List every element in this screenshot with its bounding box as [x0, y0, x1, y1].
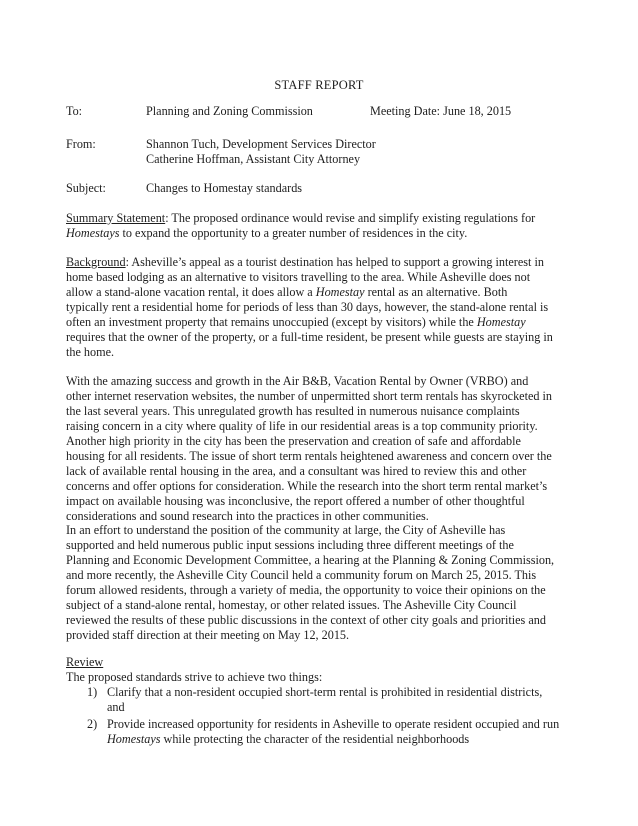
paragraph-line: supported and held numerous public input sessions including three different meetings of the [66, 538, 514, 552]
paragraph-line: other internet reservation websites, the number of unpermitted short term rentals has skyrocketed in [66, 389, 553, 403]
list-item-homestays: Homestays [107, 732, 161, 746]
list-item-text: and [107, 700, 125, 714]
list-item-text: while protecting the character of the residential neighborhoods [160, 732, 470, 746]
paragraph-line: With the amazing success and growth in the Air B&B, Vacation Rental by Owner (VRBO) and [66, 374, 529, 388]
review-heading: Review [66, 655, 104, 669]
subject-label: Subject: [66, 181, 106, 195]
background-line: allow a stand-alone vacation rental, it does allow a [66, 285, 316, 299]
paragraph-line: forum allowed residents, through a variety of media, the opportunity to voice their opinions on the [66, 583, 546, 597]
growth-paragraph [66, 374, 566, 524]
background-homestay: Homestay [315, 285, 365, 299]
summary-text-2: to expand the opportunity to a greater number of residences in the city. [119, 226, 468, 240]
review-section [66, 655, 566, 685]
background-line: : Asheville’s appeal as a tourist destination has helped to support a growing interest in [125, 255, 544, 269]
report-title: STAFF REPORT [274, 78, 364, 92]
paragraph-line: raising concern in a city where quality of life in our residential areas is a top community priority. [66, 419, 538, 433]
background-homestay: Homestay [476, 315, 526, 329]
paragraph-line: considerations and sound research into the practices in other communities. [66, 509, 429, 523]
summary-homestays: Homestays [66, 226, 120, 240]
review-intro: The proposed standards strive to achieve two things: [66, 670, 323, 684]
background-line: home based lodging as an alternative to visitors travelling to the area. While Asheville does not [66, 270, 531, 284]
from-line-1: Shannon Tuch, Development Services Director [146, 137, 376, 151]
background-line: rental as an alternative. Both [364, 285, 508, 299]
paragraph-line: the last several years. This unregulated growth has resulted in numerous nuisance complaints [66, 404, 520, 418]
background-line: often an investment property that remains unoccupied (except by visitors) while the [66, 315, 477, 329]
list-number: 2) [87, 717, 98, 731]
background-line: requires that the owner of the property, or a full-time resident, be present while guests are staying in [66, 330, 553, 344]
paragraph-line: housing for all residents. The issue of short term rentals heightened awareness and concern over the [66, 449, 552, 463]
list-item-text: Clarify that a non-resident occupied short-term rental is prohibited in residential districts, [107, 685, 543, 699]
summary-heading: Summary Statement [66, 211, 166, 225]
list-item-text: Provide increased opportunity for residents in Asheville to operate resident occupied and run [107, 717, 560, 731]
background-paragraph [66, 255, 566, 360]
list-number: 1) [87, 685, 98, 699]
paragraph-line: subject of a stand-alone rental, homestay, or other related issues. The Asheville City Council [66, 598, 517, 612]
paragraph-line: Planning and Economic Development Committee, a hearing at the Planning & Zoning Commission, [66, 553, 555, 567]
background-line: the home. [66, 345, 115, 359]
community-paragraph [66, 523, 566, 643]
background-heading: Background [66, 255, 126, 269]
paragraph-line: concerns and offer options for consideration. While the research into the short term rental market’s [66, 479, 548, 493]
to-value: Planning and Zoning Commission [146, 104, 313, 118]
paragraph-line: Another high priority in the city has been the preservation and creation of safe and affordable [66, 434, 521, 448]
background-line: typically rent a residential home for periods of less than 30 days, however, the stand-alone rental is [66, 300, 549, 314]
paragraph-line: reviewed the results of these public discussions in the context of other city goals and priorities and [66, 613, 546, 627]
to-label: To: [66, 104, 83, 118]
from-line-2: Catherine Hoffman, Assistant City Attorney [146, 152, 361, 166]
paragraph-line: impact on available housing was inconclusive, the report offered a number of other thoughtful [66, 494, 525, 508]
meeting-date: Meeting Date: June 18, 2015 [370, 104, 512, 118]
paragraph-line: lack of available rental housing in the area, and a consultant was hired to review this and other [66, 464, 527, 478]
paragraph-line: provided staff direction at their meeting on May 12, 2015. [66, 628, 350, 642]
paragraph-line: and more recently, the Asheville City Council held a community forum on March 25, 2015. This [66, 568, 537, 582]
from-label: From: [66, 137, 96, 151]
summary-paragraph [66, 211, 566, 241]
paragraph-line: In an effort to understand the position of the community at large, the City of Asheville has [66, 523, 506, 537]
summary-text: : The proposed ordinance would revise and simplify existing regulations for [165, 211, 536, 225]
subject-value: Changes to Homestay standards [146, 181, 303, 195]
